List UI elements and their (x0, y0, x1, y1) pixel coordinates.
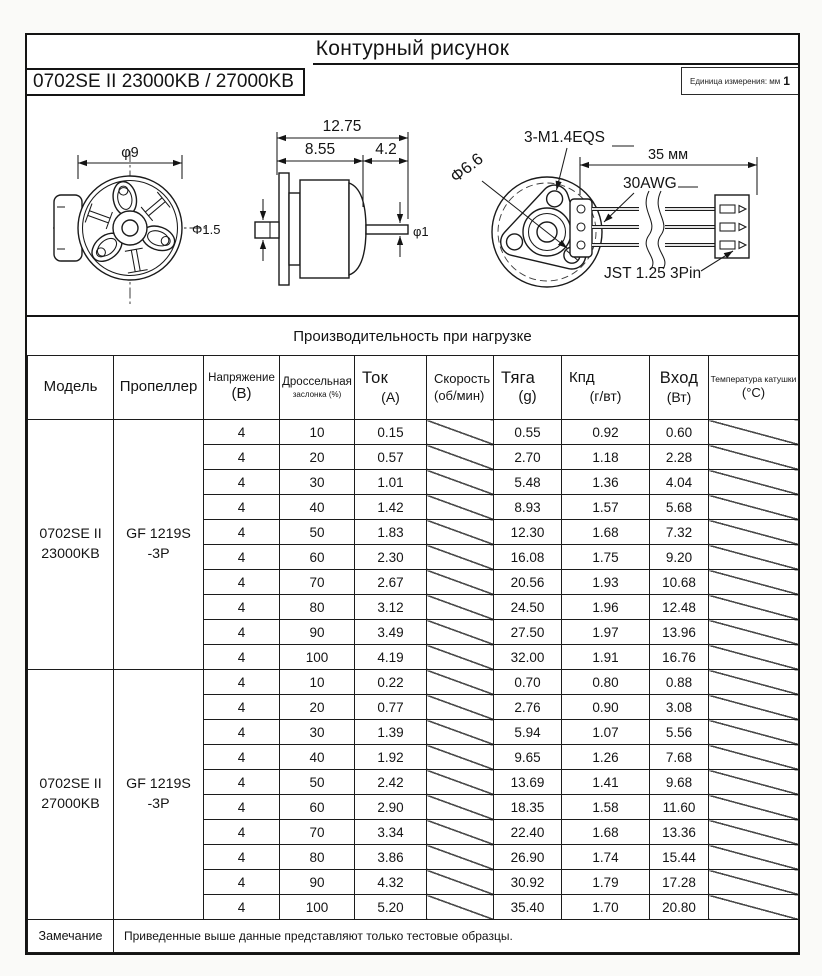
temperature-cell (709, 470, 799, 495)
col-header-current: Ток (А) (355, 356, 427, 420)
temperature-cell (709, 820, 799, 845)
efficiency-cell: 1.07 (562, 720, 650, 745)
voltage-cell: 4 (204, 770, 280, 795)
throttle-cell: 80 (280, 595, 355, 620)
jst-connector (715, 195, 749, 258)
efficiency-cell: 1.68 (562, 820, 650, 845)
current-cell: 1.83 (355, 520, 427, 545)
voltage-cell: 4 (204, 795, 280, 820)
efficiency-cell: 1.93 (562, 570, 650, 595)
voltage-cell: 4 (204, 645, 280, 670)
temperature-cell (709, 745, 799, 770)
temperature-cell (709, 545, 799, 570)
thrust-cell: 8.93 (494, 495, 562, 520)
throttle-cell: 90 (280, 870, 355, 895)
propeller-cell (114, 670, 204, 920)
speed-cell (427, 870, 494, 895)
thrust-cell: 2.76 (494, 695, 562, 720)
col-header-throttle: Дроссельная заслонка (%) (280, 356, 355, 420)
temperature-cell (709, 695, 799, 720)
speed-cell (427, 745, 494, 770)
model-cell (28, 420, 114, 670)
throttle-cell: 70 (280, 820, 355, 845)
unit-suffix: 1 (783, 74, 790, 88)
propeller-cell-line2: -3P (147, 545, 170, 562)
efficiency-cell: 1.58 (562, 795, 650, 820)
current-cell: 1.92 (355, 745, 427, 770)
col-header-input: Вход (Вт) (650, 356, 709, 420)
thrust-cell: 9.65 (494, 745, 562, 770)
voltage-cell: 4 (204, 420, 280, 445)
technical-drawing (27, 95, 798, 315)
front-view (53, 145, 207, 305)
current-cell: 2.30 (355, 545, 427, 570)
current-cell: 3.49 (355, 620, 427, 645)
temperature-cell (709, 495, 799, 520)
speed-cell (427, 620, 494, 645)
current-cell: 4.32 (355, 870, 427, 895)
input-cell: 15.44 (650, 845, 709, 870)
voltage-cell: 4 (204, 445, 280, 470)
voltage-cell: 4 (204, 545, 280, 570)
input-cell: 7.32 (650, 520, 709, 545)
throttle-cell: 40 (280, 745, 355, 770)
efficiency-cell: 0.90 (562, 695, 650, 720)
side-body-length-label: 8.55 (304, 141, 336, 158)
propeller-cell (114, 420, 204, 670)
note-text: Приведенные выше данные представляют только тестовые образцы. (114, 920, 799, 953)
side-shaft-rear-dia-label: Φ1.5 (192, 222, 221, 237)
efficiency-cell: 1.57 (562, 495, 650, 520)
efficiency-cell: 1.68 (562, 520, 650, 545)
note-label: Замечание (28, 920, 114, 953)
thrust-cell: 5.48 (494, 470, 562, 495)
header-row (28, 356, 799, 420)
speed-cell (427, 520, 494, 545)
speed-cell (427, 470, 494, 495)
current-cell: 2.90 (355, 795, 427, 820)
side-shaft-length-label: 4.2 (375, 141, 397, 158)
current-cell: 3.34 (355, 820, 427, 845)
note-row (28, 920, 799, 953)
throttle-cell: 90 (280, 620, 355, 645)
speed-cell (427, 495, 494, 520)
throttle-cell: 100 (280, 645, 355, 670)
spec-sheet (25, 33, 800, 955)
input-cell: 4.04 (650, 470, 709, 495)
temperature-cell (709, 770, 799, 795)
wire-exit-block (570, 199, 592, 257)
col-header-propeller: Пропеллер (114, 356, 204, 420)
efficiency-cell: 1.74 (562, 845, 650, 870)
voltage-cell: 4 (204, 845, 280, 870)
current-cell: 1.01 (355, 470, 427, 495)
thrust-cell: 26.90 (494, 845, 562, 870)
efficiency-cell: 0.80 (562, 670, 650, 695)
current-cell: 1.39 (355, 720, 427, 745)
speed-cell (427, 795, 494, 820)
model-cell (28, 670, 114, 920)
input-cell: 13.36 (650, 820, 709, 845)
thrust-cell: 0.55 (494, 420, 562, 445)
wire-gauge-label: 30AWG (623, 175, 677, 192)
throttle-cell: 60 (280, 795, 355, 820)
thrust-cell: 20.56 (494, 570, 562, 595)
input-cell: 9.20 (650, 545, 709, 570)
propeller-cell-line1: GF 1219S (126, 525, 191, 542)
thrust-cell: 18.35 (494, 795, 562, 820)
temperature-cell (709, 620, 799, 645)
thrust-cell: 2.70 (494, 445, 562, 470)
speed-cell (427, 445, 494, 470)
speed-cell (427, 645, 494, 670)
speed-cell (427, 895, 494, 920)
temperature-cell (709, 570, 799, 595)
temperature-cell (709, 670, 799, 695)
unit-box (681, 67, 798, 95)
input-cell: 2.28 (650, 445, 709, 470)
input-cell: 9.68 (650, 770, 709, 795)
temperature-cell (709, 895, 799, 920)
efficiency-cell: 1.26 (562, 745, 650, 770)
wire-length-label: 35 мм (647, 147, 689, 163)
temperature-cell (709, 595, 799, 620)
efficiency-cell: 1.41 (562, 770, 650, 795)
efficiency-cell: 1.18 (562, 445, 650, 470)
temperature-cell (709, 795, 799, 820)
rear-screw-hole (507, 234, 523, 250)
col-header-model: Модель (28, 356, 114, 420)
side-motor-body (300, 180, 349, 278)
input-cell: 5.56 (650, 720, 709, 745)
input-cell: 16.76 (650, 645, 709, 670)
col-header-voltage: Напряжение (В) (204, 356, 280, 420)
speed-cell (427, 545, 494, 570)
voltage-cell: 4 (204, 570, 280, 595)
temperature-cell (709, 520, 799, 545)
throttle-cell: 10 (280, 420, 355, 445)
model-cell-line1: 0702SE II (39, 775, 102, 792)
current-cell: 0.15 (355, 420, 427, 445)
thrust-cell: 27.50 (494, 620, 562, 645)
propeller-cell-line1: GF 1219S (126, 775, 191, 792)
throttle-cell: 60 (280, 545, 355, 570)
throttle-cell: 100 (280, 895, 355, 920)
performance-table (27, 355, 799, 953)
voltage-cell: 4 (204, 745, 280, 770)
thrust-cell: 35.40 (494, 895, 562, 920)
thrust-cell: 0.70 (494, 670, 562, 695)
current-cell: 3.86 (355, 845, 427, 870)
efficiency-cell: 1.97 (562, 620, 650, 645)
speed-cell (427, 845, 494, 870)
efficiency-cell: 1.75 (562, 545, 650, 570)
voltage-cell: 4 (204, 520, 280, 545)
rear-view (447, 129, 757, 287)
thrust-cell: 5.94 (494, 720, 562, 745)
speed-cell (427, 595, 494, 620)
title-underline (313, 63, 798, 65)
speed-cell (427, 670, 494, 695)
current-cell: 2.67 (355, 570, 427, 595)
efficiency-cell: 0.92 (562, 420, 650, 445)
speed-cell (427, 720, 494, 745)
speed-cell (427, 695, 494, 720)
side-total-length-label: 12.75 (322, 118, 362, 135)
performance-row (28, 670, 799, 695)
col-header-efficiency: Кпд (г/вт) (562, 356, 650, 420)
input-cell: 20.80 (650, 895, 709, 920)
throttle-cell: 30 (280, 470, 355, 495)
current-cell: 3.12 (355, 595, 427, 620)
speed-cell (427, 820, 494, 845)
input-cell: 12.48 (650, 595, 709, 620)
voltage-cell: 4 (204, 670, 280, 695)
model-heading: 0702SE II 23000KB / 27000KB (33, 71, 294, 92)
input-cell: 3.08 (650, 695, 709, 720)
model-cell-line2: 23000KB (41, 545, 100, 562)
input-cell: 11.60 (650, 795, 709, 820)
thrust-cell: 32.00 (494, 645, 562, 670)
efficiency-cell: 1.91 (562, 645, 650, 670)
side-shaft-rear (255, 222, 279, 238)
voltage-cell: 4 (204, 695, 280, 720)
efficiency-cell: 1.79 (562, 870, 650, 895)
input-cell: 0.60 (650, 420, 709, 445)
throttle-cell: 50 (280, 520, 355, 545)
voltage-cell: 4 (204, 895, 280, 920)
performance-section-title (27, 315, 798, 355)
input-cell: 10.68 (650, 570, 709, 595)
front-diameter-label: φ9 (121, 145, 139, 161)
thrust-cell: 12.30 (494, 520, 562, 545)
input-cell: 7.68 (650, 745, 709, 770)
model-cell-line2: 27000KB (41, 795, 100, 812)
model-heading-box (27, 68, 305, 96)
voltage-cell: 4 (204, 595, 280, 620)
speed-cell (427, 570, 494, 595)
current-cell: 0.77 (355, 695, 427, 720)
throttle-cell: 80 (280, 845, 355, 870)
voltage-cell: 4 (204, 495, 280, 520)
throttle-cell: 20 (280, 695, 355, 720)
throttle-cell: 10 (280, 670, 355, 695)
motor-wires (592, 191, 715, 269)
input-cell: 17.28 (650, 870, 709, 895)
throttle-cell: 20 (280, 445, 355, 470)
throttle-cell: 70 (280, 570, 355, 595)
temperature-cell (709, 720, 799, 745)
input-cell: 0.88 (650, 670, 709, 695)
speed-cell (427, 420, 494, 445)
page-title: Контурный рисунок (315, 37, 510, 60)
col-header-temperature: Температура катушки (°C) (709, 356, 799, 420)
voltage-cell: 4 (204, 820, 280, 845)
throttle-cell: 40 (280, 495, 355, 520)
current-cell: 4.19 (355, 645, 427, 670)
current-cell: 0.22 (355, 670, 427, 695)
temperature-cell (709, 420, 799, 445)
current-cell: 2.42 (355, 770, 427, 795)
thrust-cell: 30.92 (494, 870, 562, 895)
unit-label: Единица измерения: мм (690, 76, 781, 86)
temperature-cell (709, 445, 799, 470)
thrust-cell: 16.08 (494, 545, 562, 570)
temperature-cell (709, 845, 799, 870)
rear-bolt-circle-label: Φ6.6 (447, 149, 487, 187)
rear-screw-hole (547, 191, 563, 207)
throttle-cell: 50 (280, 770, 355, 795)
voltage-cell: 4 (204, 470, 280, 495)
voltage-cell: 4 (204, 620, 280, 645)
performance-row (28, 420, 799, 445)
thrust-cell: 22.40 (494, 820, 562, 845)
speed-cell (427, 770, 494, 795)
side-view (192, 118, 429, 285)
current-cell: 0.57 (355, 445, 427, 470)
throttle-cell: 30 (280, 720, 355, 745)
thrust-cell: 24.50 (494, 595, 562, 620)
col-header-speed: Скорость (об/мин) (427, 356, 494, 420)
voltage-cell: 4 (204, 720, 280, 745)
current-cell: 5.20 (355, 895, 427, 920)
propeller-cell-line2: -3P (147, 795, 170, 812)
input-cell: 5.68 (650, 495, 709, 520)
thrust-cell: 13.69 (494, 770, 562, 795)
model-cell-line1: 0702SE II (39, 525, 102, 542)
input-cell: 13.96 (650, 620, 709, 645)
side-mount-plate (279, 173, 289, 285)
performance-body (28, 420, 799, 920)
efficiency-cell: 1.96 (562, 595, 650, 620)
temperature-cell (709, 870, 799, 895)
col-header-thrust: Тяга (g) (494, 356, 562, 420)
side-shaft-front-dia-label: φ1 (413, 224, 429, 239)
efficiency-cell: 1.70 (562, 895, 650, 920)
performance-section-title-text: Производительность при нагрузке (293, 327, 532, 345)
connector-label: JST 1.25 3Pin (604, 265, 702, 282)
side-shaft-front (366, 225, 408, 234)
temperature-cell (709, 645, 799, 670)
current-cell: 1.42 (355, 495, 427, 520)
efficiency-cell: 1.36 (562, 470, 650, 495)
voltage-cell: 4 (204, 870, 280, 895)
screws-label: 3-M1.4EQS (524, 129, 605, 146)
